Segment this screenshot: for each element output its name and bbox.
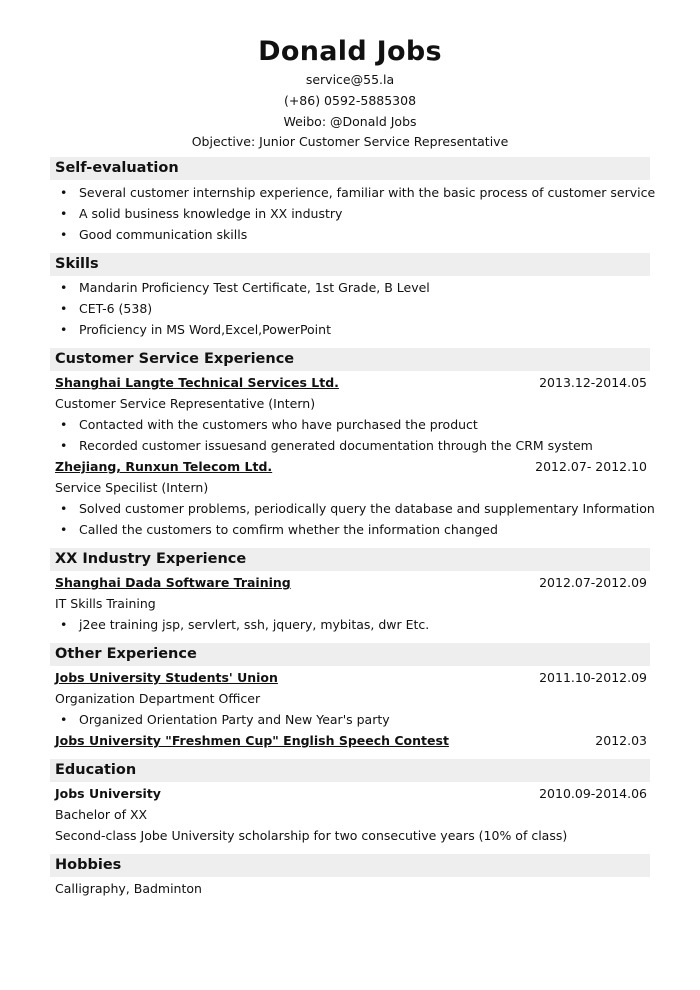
experience-entry-header bbox=[55, 668, 647, 688]
bullet-icon: • bbox=[60, 438, 68, 453]
list-item bbox=[55, 225, 645, 245]
bullet-icon: • bbox=[60, 617, 68, 632]
list-item-text: Good communication skills bbox=[79, 227, 248, 242]
organization-name: Zhejiang, Runxun Telecom Ltd. bbox=[55, 459, 273, 474]
list-item bbox=[55, 183, 656, 203]
list-item-text: j2ee training jsp, servlert, ssh, jquery, mybitas, dwr Etc. bbox=[79, 617, 430, 632]
date-range: 2012.03 bbox=[595, 733, 647, 748]
list-item bbox=[55, 320, 645, 340]
role-title: Organization Department Officer bbox=[55, 691, 261, 706]
bullet-icon: • bbox=[60, 322, 68, 337]
list-item-text: Contacted with the customers who have purchased the product bbox=[79, 417, 478, 432]
date-range: 2011.10-2012.09 bbox=[539, 670, 647, 685]
section-header-industry-experience: XX Industry Experience bbox=[50, 548, 650, 571]
date-range: 2013.12-2014.05 bbox=[539, 375, 647, 390]
list-item-text: Recorded customer issuesand generated documentation through the CRM system bbox=[79, 438, 593, 453]
bullet-icon: • bbox=[60, 227, 68, 242]
objective: Objective: Junior Customer Service Representative bbox=[191, 134, 509, 149]
role-title: Service Specilist (Intern) bbox=[55, 480, 209, 495]
list-item bbox=[55, 520, 645, 540]
list-item-text: Proficiency in MS Word,Excel,PowerPoint bbox=[79, 322, 331, 337]
list-item-text: Called the customers to comfirm whether the information changed bbox=[79, 522, 498, 537]
list-item bbox=[55, 278, 645, 298]
bullet-icon: • bbox=[60, 501, 68, 516]
section-header-other-experience: Other Experience bbox=[50, 643, 650, 666]
list-item-text: Solved customer problems, periodically query the database and supplementary Information bbox=[79, 501, 655, 516]
contact-phone: (+86) 0592-5885308 bbox=[283, 93, 417, 108]
list-item bbox=[55, 299, 645, 319]
organization-name: Jobs University Students' Union bbox=[55, 670, 278, 685]
list-item bbox=[55, 710, 645, 730]
organization-name: Shanghai Langte Technical Services Ltd. bbox=[55, 375, 339, 390]
experience-entry-header bbox=[55, 457, 647, 477]
education-entry-header bbox=[55, 784, 647, 804]
date-range: 2012.07-2012.09 bbox=[539, 575, 647, 590]
date-range: 2010.09-2014.06 bbox=[539, 786, 647, 801]
list-item bbox=[55, 436, 645, 456]
list-item bbox=[55, 615, 645, 635]
list-item-text: Organized Orientation Party and New Year's party bbox=[79, 712, 390, 727]
honor: Second-class Jobe University scholarship for two consecutive years (10% of class) bbox=[55, 828, 568, 843]
role-title: Customer Service Representative (Intern) bbox=[55, 396, 316, 411]
bullet-icon: • bbox=[60, 522, 68, 537]
experience-entry-header bbox=[55, 731, 647, 751]
experience-entry-header bbox=[55, 573, 647, 593]
list-item bbox=[55, 499, 655, 519]
section-header-education: Education bbox=[50, 759, 650, 782]
contact-weibo: Weibo: @Donald Jobs bbox=[283, 114, 417, 129]
school-name: Jobs University bbox=[55, 786, 161, 801]
bullet-icon: • bbox=[60, 206, 68, 221]
contact-email: service@55.la bbox=[305, 72, 395, 87]
candidate-name: Donald Jobs bbox=[258, 36, 442, 67]
degree: Bachelor of XX bbox=[55, 807, 148, 822]
section-header-skills: Skills bbox=[50, 253, 650, 276]
organization-name: Jobs University "Freshmen Cup" English Speech Contest bbox=[55, 733, 449, 748]
section-header-self-evaluation: Self-evaluation bbox=[50, 157, 650, 180]
bullet-icon: • bbox=[60, 417, 68, 432]
list-item-text: CET-6 (538) bbox=[79, 301, 153, 316]
bullet-icon: • bbox=[60, 301, 68, 316]
bullet-icon: • bbox=[60, 712, 68, 727]
date-range: 2012.07- 2012.10 bbox=[535, 459, 647, 474]
section-header-customer-service: Customer Service Experience bbox=[50, 348, 650, 371]
role-title: IT Skills Training bbox=[55, 596, 156, 611]
list-item-text: Several customer internship experience, familiar with the basic process of customer service bbox=[79, 185, 656, 200]
organization-name: Shanghai Dada Software Training bbox=[55, 575, 291, 590]
experience-entry-header bbox=[55, 373, 647, 393]
list-item bbox=[55, 415, 645, 435]
list-item-text: A solid business knowledge in XX industry bbox=[79, 206, 343, 221]
bullet-icon: • bbox=[60, 280, 68, 295]
bullet-icon: • bbox=[60, 185, 68, 200]
hobbies-text: Calligraphy, Badminton bbox=[55, 881, 202, 896]
list-item-text: Mandarin Proficiency Test Certificate, 1st Grade, B Level bbox=[79, 280, 430, 295]
section-header-hobbies: Hobbies bbox=[50, 854, 650, 877]
list-item bbox=[55, 204, 645, 224]
